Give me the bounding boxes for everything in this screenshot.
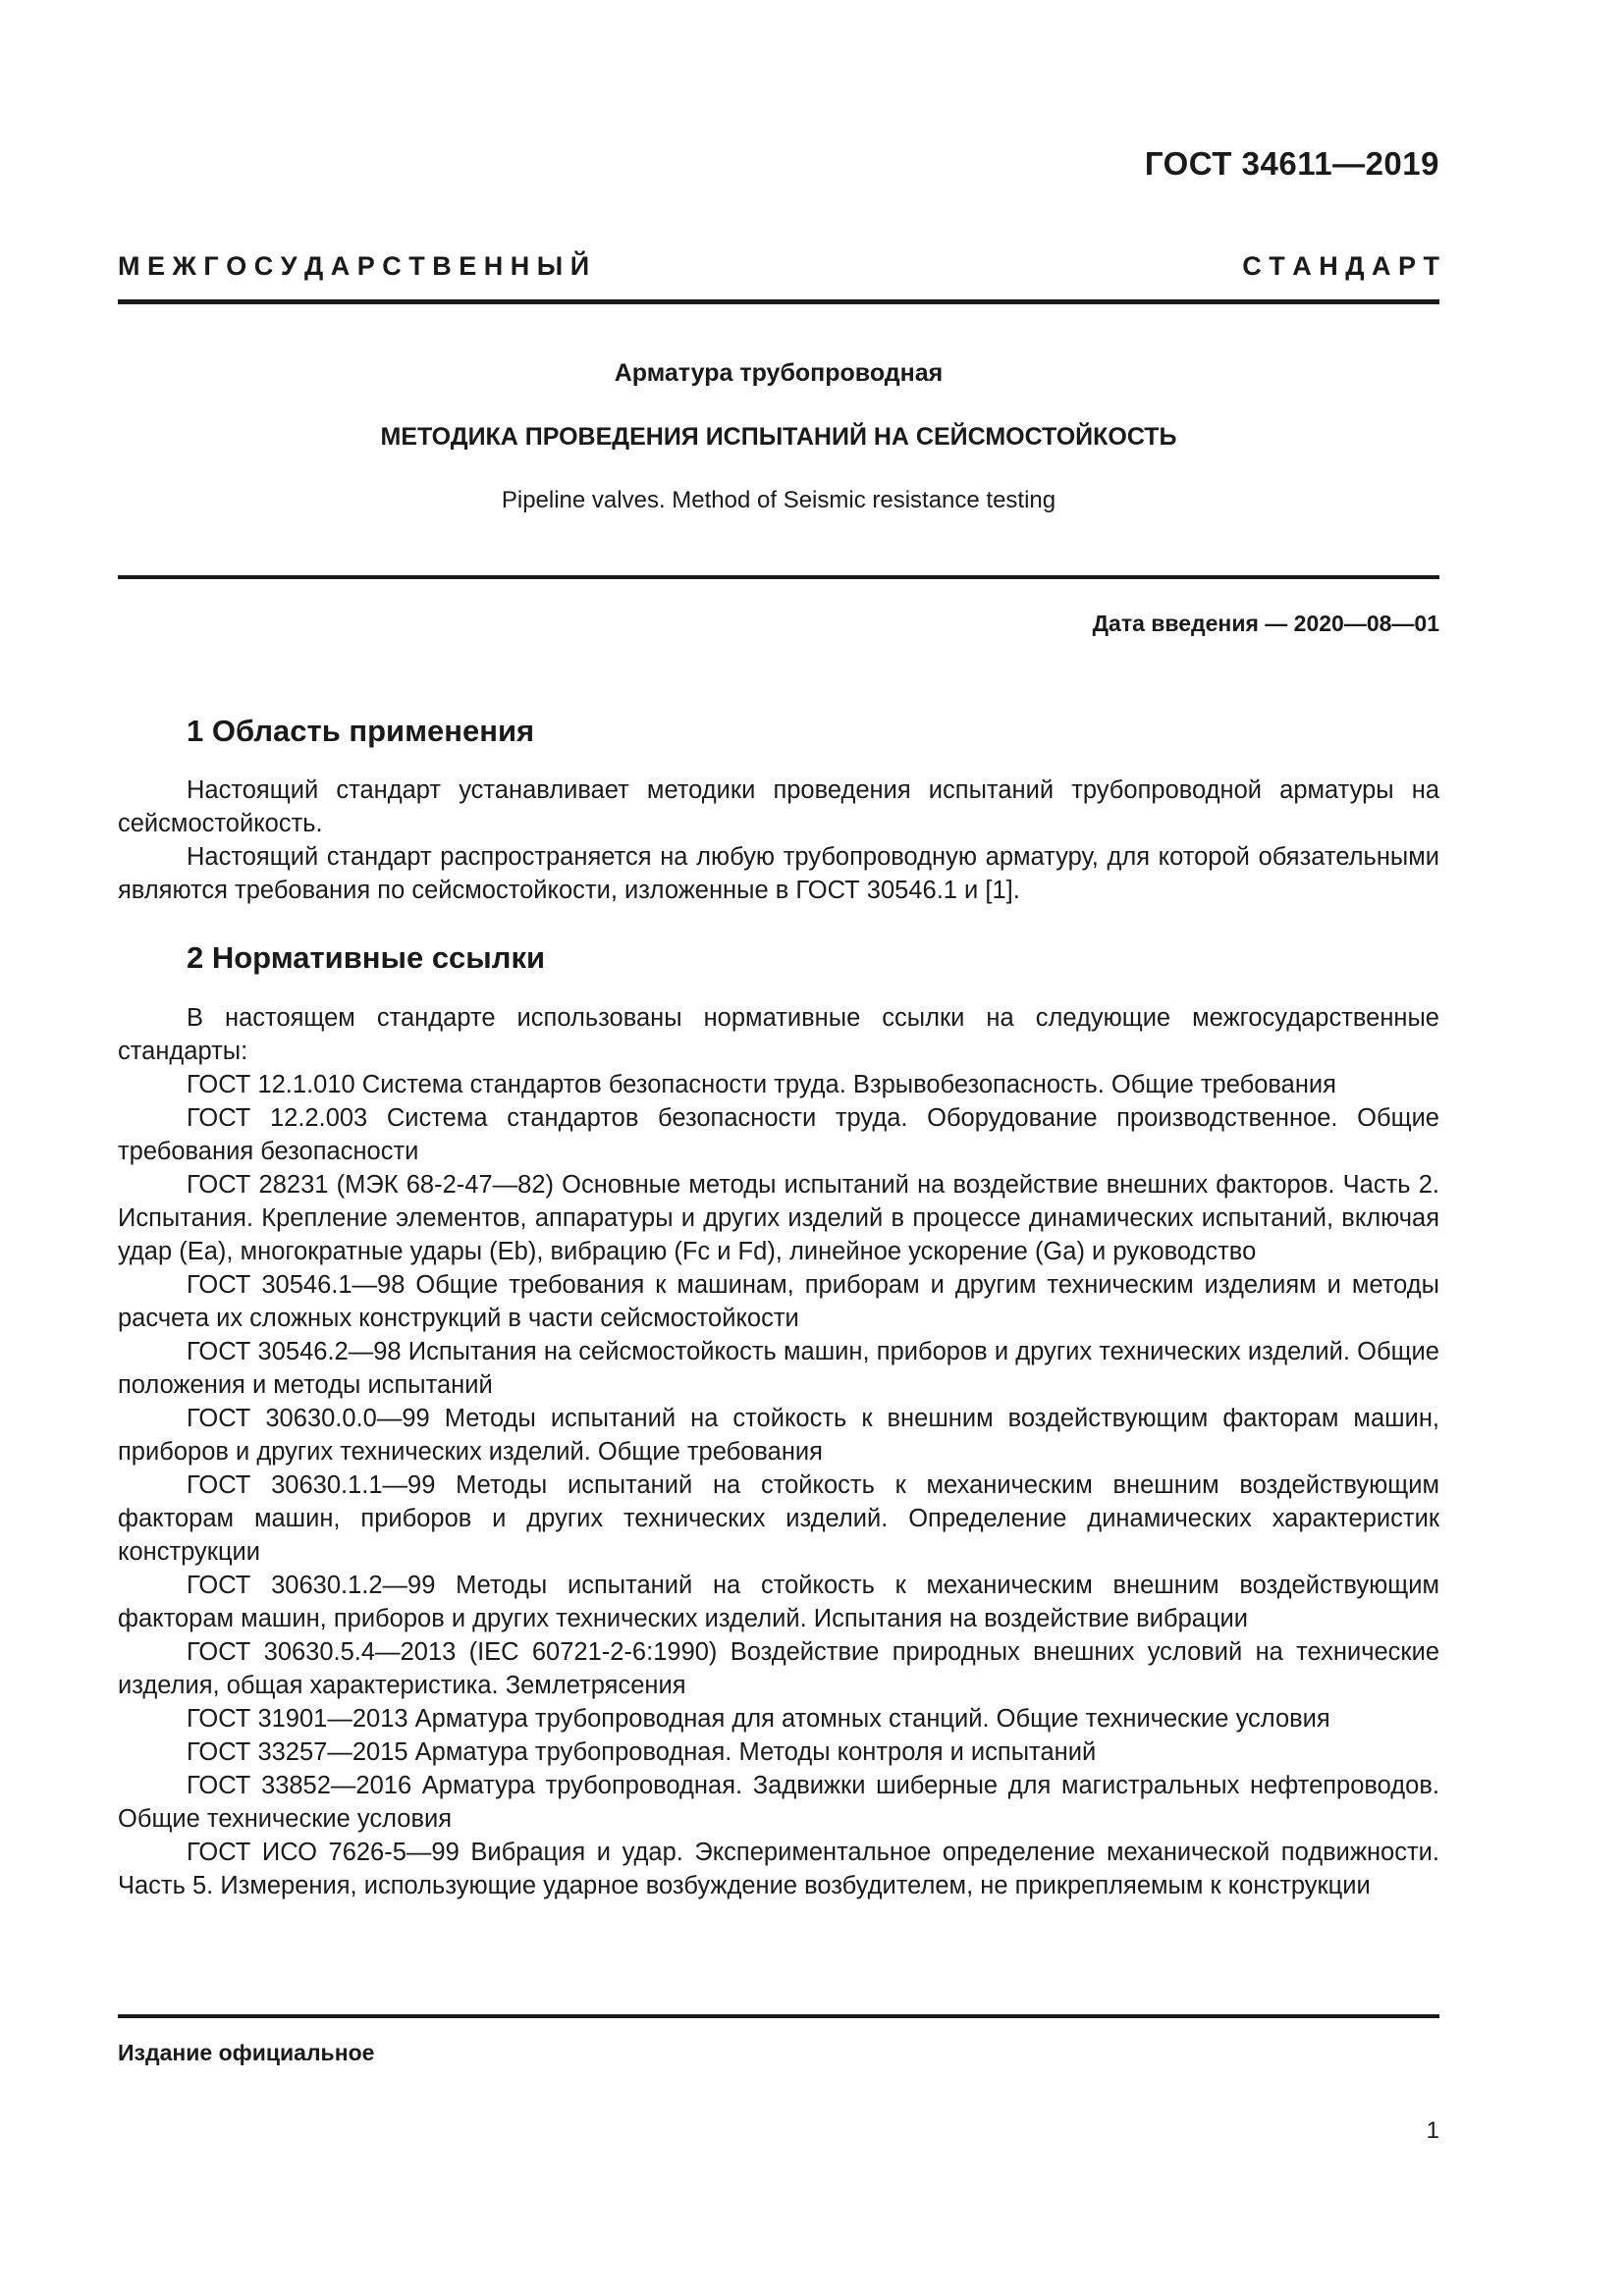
footer-rule [118,2014,1439,2018]
section-heading-normative-references: 2 Нормативные ссылки [187,940,546,975]
reference-item: ГОСТ 33257—2015 Арматура трубопроводная. Методы контроля и испытаний [187,1738,1097,1766]
reference-item: ГОСТ 12.2.003 Система стандартов безопасности труда. Оборудование производственное. Общие требования безопасности [118,1104,1439,1165]
page-number: 1 [1426,2117,1439,2144]
reference-item: ГОСТ 12.1.010 Система стандартов безопасности труда. Взрывобезопасность. Общие требования [187,1071,1336,1098]
section-heading-scope: 1 Область применения [187,714,535,748]
paragraph: Настоящий стандарт распространяется на любую трубопроводную арматуру, для которой обязательными являются требования по сейсмостойкости, изложенные в ГОСТ 30546.1 и [1]. [118,843,1439,904]
standard-number: ГОСТ 34611—2019 [1144,145,1439,182]
paragraph: В настоящем стандарте использованы нормативные ссылки на следующие межгосударственные стандарты: [118,1004,1439,1065]
reference-item: ГОСТ 30630.0.0—99 Методы испытаний на стойкость к внешним воздействующим факторам машин, приборов и других технических изделий. Общие требования [118,1405,1439,1466]
document-subtitle: МЕТОДИКА ПРОВЕДЕНИЯ ИСПЫТАНИЙ НА СЕЙСМОСТОЙКОСТЬ [380,423,1177,451]
document-title: Арматура трубопроводная [614,359,944,387]
standard-type-banner [118,251,1439,282]
reference-item: ГОСТ ИСО 7626-5—99 Вибрация и удар. Экспериментальное определение механической подвижности. Часть 5. Измерения, использующие ударное возбуждение возбудителем, не прикрепляемым к конструкции [118,1839,1439,1899]
section-body-scope [118,774,1439,907]
edition-note: Издание официальное [118,2040,375,2065]
banner-word-standard: С Т А Н Д А Р Т [1242,251,1439,281]
introduction-date: Дата введения — 2020—08—01 [1092,611,1439,636]
reference-item: ГОСТ 30630.1.1—99 Методы испытаний на стойкость к механическим внешним воздействующим факторам машин, приборов и других технических изделий. Определение динамических характеристик конструкции [118,1471,1439,1566]
reference-item: ГОСТ 33852—2016 Арматура трубопроводная. Задвижки шиберные для магистральных нефтепроводов. Общие технические условия [118,1772,1439,1833]
reference-item: ГОСТ 30630.5.4—2013 (IEC 60721-2-6:1990) Воздействие природных внешних условий на технические изделия, общая характеристика. Землетрясения [118,1638,1439,1699]
reference-item: ГОСТ 31901—2013 Арматура трубопроводная для атомных станций. Общие технические условия [187,1705,1330,1733]
title-rule [118,575,1439,579]
reference-item: ГОСТ 28231 (МЭК 68-2-47—82) Основные методы испытаний на воздействие внешних факторов. Часть 2. Испытания. Крепление элементов, аппаратуры и других изделий в процессе динамических испытаний, включая удар (Ea), многократные удары (Eb), вибрацию (Fc и Fd), линейное ускорение (Ga) и руководство [118,1171,1439,1265]
paragraph: Настоящий стандарт устанавливает методики проведения испытаний трубопроводной арматуры на сейсмостойкость. [118,776,1439,837]
english-title: Pipeline valves. Method of Seismic resistance testing [501,487,1056,513]
section-body-normative-references [118,1001,1439,1902]
reference-item: ГОСТ 30630.1.2—99 Методы испытаний на стойкость к механическим внешним воздействующим факторам машин, приборов и других технических изделий. Испытания на воздействие вибрации [118,1572,1439,1632]
reference-item: ГОСТ 30546.1—98 Общие требования к машинам, приборам и другим техническим изделиям и методы расчета их сложных конструкций в части сейсмостойкости [118,1271,1439,1332]
banner-word-interstate: М Е Ж Г О С У Д А Р С Т В Е Н Н Ы Й [118,251,590,281]
reference-item: ГОСТ 30546.2—98 Испытания на сейсмостойкость машин, приборов и других технических изделий. Общие положения и методы испытаний [118,1338,1439,1399]
header-rule [118,299,1439,304]
